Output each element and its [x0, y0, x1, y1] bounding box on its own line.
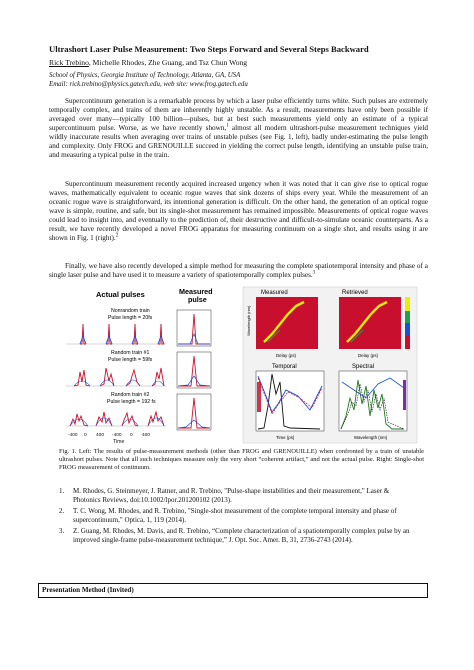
- right-panel-frog-measurement: [243, 287, 417, 443]
- retrieved-panel-label: Retrieved: [342, 290, 368, 296]
- citation-3: 3: [312, 270, 316, 276]
- email-line: Email: rick.trebino@physics.gatech.edu, web site: www.frog.gatech.edu: [49, 81, 248, 88]
- citation-2: 2: [115, 233, 119, 239]
- row2-pulse-train: [66, 368, 166, 386]
- left-panel-unstable-pulses: [66, 287, 213, 445]
- author-list: [49, 58, 247, 67]
- paragraph-1: Supercontinuum generation is a remarkable process by which a laser pulse efficiently turns white. Such pulses are extremely temporally complex, and trains of them are inherently highly unstable. As a result, measurements have only been possible if averaged over many—typically 100 billion—pulses, but at best such measurements yield only an estimate of a typical supercontinuum pulse. Worse, as we have recently shown,$^1$ almost all modern ultrashort-pulse measurement techniques yield wildly inaccurate results when averaging over trains of unstable pulses (see Fig. 1, left), badly under-estimating the pulse length and complexity. Only FROG and GRENOUILLE succeed in yielding the correct pulse length, identifying an unstable pulse train, and measuring a typical pulse in the train.: [49, 97, 428, 160]
- actual-pulses-title: Actual pulses: [96, 290, 145, 299]
- spectral-panel-label: Spectral: [352, 364, 375, 370]
- paragraph-3: Finally, we have also recently developed a simple method for measuring the complete spatiotemporal intensity and phase of a single laser pulse and have used it to measure a variety of spatiotemporally complex pulses.$^3$: [49, 262, 428, 280]
- retrieved-frog-trace: [339, 297, 401, 349]
- reference-item: 2. T. C. Wong, M. Rhodes, and R. Trebino, "Single-shot measurement of the complete temporal intensity and phase of supercontinuum," Optica, 1, 119 (2014).: [59, 507, 397, 524]
- row2-label-line1: Random train #1: [111, 350, 150, 356]
- time-tick-3: 400: [96, 433, 105, 438]
- time-axis-left: [68, 432, 150, 445]
- presentation-method-label: Presentation Method (Invited): [42, 585, 134, 594]
- row3-measured-pulse: [177, 394, 211, 430]
- time-tick-2: 0: [84, 433, 87, 438]
- measured-pulse-title-2: pulse: [188, 295, 207, 304]
- measured-delay-label: Delay (ps): [276, 353, 297, 358]
- row2-measured-pulse: [177, 352, 211, 388]
- time-tick-4: -400: [112, 433, 122, 438]
- retrieved-delay-label: Delay (ps): [358, 353, 379, 358]
- paragraph-2: Supercontinuum measurement recently acquired increased urgency when it was noted that it can give rise to optical rogue waves, mathematically equivalent to oceanic rogue waves that sink dozens of ships every year. While the measurement of an oceanic rogue wave is straightforward, its intentional generation is difficult. On the other hand, the generation of an optical rogue wave is simple, routine, and safe, but its single-shot measurement has remained impossible. Measurements of optical rogue waves could lead to insight into, and eventually to the prediction of, their destructive and difficult-to-simulate oceanic counterparts. As a result, we have recently developed a novel FROG apparatus for measuring continuum on a single shot, and results using it are shown in Fig. 1 (right).$^2$: [49, 180, 428, 243]
- reference-item: 1. M. Rhodes, G. Steinmeyer, J. Ratner, and R. Trebino, "Pulse-shape instabilities and their measurement," Laser & Photonics Reviews, doi:10.1002/lpor.201200102 (2013).: [59, 487, 390, 504]
- temporal-panel-label: Temporal: [272, 364, 297, 370]
- co-authors: , Michelle Rhodes, Zhe Guang, and Tsz Chun Wong: [88, 58, 248, 67]
- measured-pulse-title-1: Measured: [179, 287, 213, 296]
- reference-list: [49, 487, 417, 547]
- measured-panel-label: Measured: [261, 290, 288, 296]
- spectral-wavelength-label: Wavelength (nm): [354, 435, 388, 440]
- spectral-plot: [339, 371, 407, 431]
- presentation-method-box: [38, 583, 428, 598]
- temporal-plot: [256, 371, 324, 431]
- figure-caption: Fig. 1. Left: The results of pulse-measurement methods (other than FROG and GRENOUILLE) when confronted by a train of unstable ultrashort pulses. Note that all such techniques measure only the very short “coherent artifact,” and not the actual pulse. Right: Single-shot FROG measurement of continuum.: [59, 448, 424, 472]
- paper-title: Ultrashort Laser Pulse Measurement: Two Steps Forward and Several Steps Backward: [49, 44, 369, 54]
- time-ps-label: Time (ps): [276, 435, 295, 440]
- time-tick-6: 400: [142, 433, 151, 438]
- time-tick-1: -400: [68, 433, 78, 438]
- time-axis-label: Time: [113, 439, 125, 445]
- wavelength-axis-label: Wavelength (nm): [246, 305, 251, 336]
- measured-frog-trace: [256, 297, 318, 349]
- affiliation: School of Physics, Georgia Institute of Technology, Atlanta, GA, USA: [49, 72, 241, 79]
- row1-label-line1: Nonrandom train: [111, 308, 150, 314]
- figure-1-graphic: [58, 286, 420, 446]
- time-tick-5: 0: [130, 433, 133, 438]
- row2-label-line2: Pulse length = 59fs: [108, 357, 153, 363]
- presenting-author: Rick Trebino: [49, 58, 89, 67]
- row3-label-line2: Pulse length = 192 fs: [107, 399, 156, 405]
- row3-pulse-train: [66, 412, 166, 426]
- colorbar: [405, 297, 410, 349]
- citation-1: 1: [226, 123, 229, 129]
- figure-1: [58, 286, 420, 446]
- row1-pulse-train: [66, 324, 166, 344]
- row1-measured-pulse: [177, 310, 211, 346]
- reference-item: 3. Z. Guang, M. Rhodes, M. Davis, and R. Trebino, “Complete characterization of a spatiotemporally complex pulse by an improved single-frame pulse-measurement technique,” J. Opt. Soc. Amer. B, 31, 2736-2743 (2014).: [59, 527, 410, 544]
- row3-label-line1: Random train #2: [111, 392, 150, 398]
- row1-label-line2: Pulse length = 20fs: [108, 315, 153, 321]
